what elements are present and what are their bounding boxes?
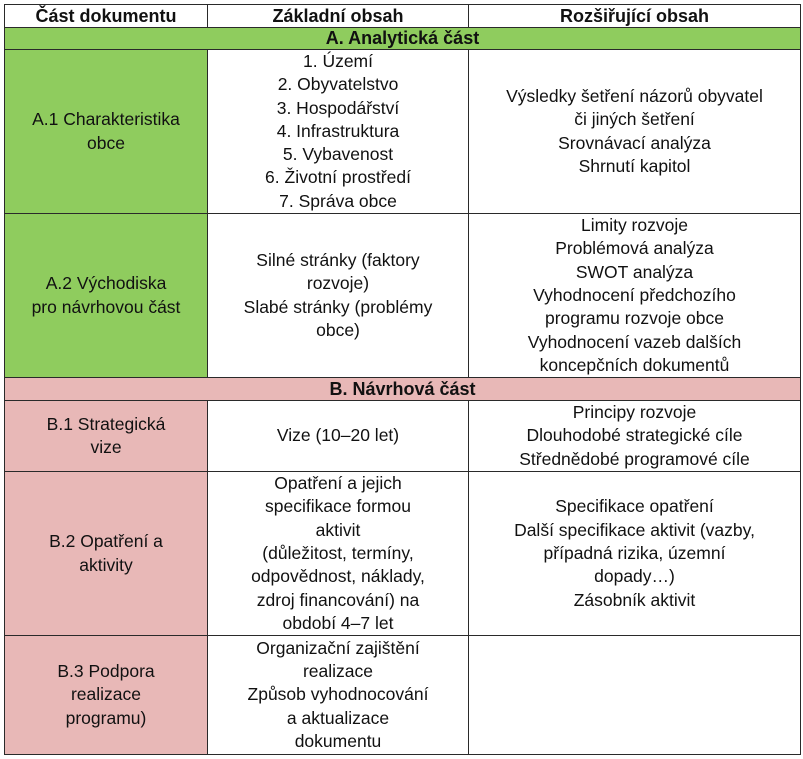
list-item: 6. Životní prostředí — [265, 167, 411, 188]
list-item: 4. Infrastruktura — [276, 120, 400, 141]
part-text: B.2 Opatření a — [49, 531, 163, 552]
table-row-b2 — [5, 472, 801, 636]
basic-text: Slabé stránky (problémy — [243, 296, 433, 317]
extended-text: Principy rozvoje — [572, 402, 697, 423]
extended-cell-b1 — [469, 401, 801, 472]
section-a-row — [5, 28, 801, 50]
basic-text: Organizační zajištění — [256, 637, 420, 658]
extended-text: Dlouhodobé strategické cíle — [526, 425, 743, 446]
part-text: programu) — [65, 707, 147, 728]
list-item: 3. Hospodářství — [276, 97, 400, 118]
extended-text: Zásobník aktivit — [573, 589, 696, 610]
basic-text: realizace — [302, 661, 374, 682]
extended-text: dopady…) — [594, 566, 675, 587]
extended-text: Shrnutí kapitol — [578, 155, 691, 176]
header-document-part: Část dokumentu — [5, 5, 208, 28]
basic-text: odpovědnost, náklady, — [251, 566, 425, 587]
list-item: 2. Obyvatelstvo — [277, 74, 399, 95]
part-text: B.1 Strategická — [46, 413, 166, 434]
list-item: 5. Vybavenost — [282, 144, 394, 165]
basic-cell-a2 — [208, 214, 469, 378]
basic-text: Opatření a jejich — [274, 473, 402, 494]
basic-text: specifikace formou — [265, 496, 411, 517]
header-basic-content: Základní obsah — [208, 5, 469, 28]
extended-text: Vyhodnocení předchozího — [533, 284, 736, 305]
basic-text: Silné stránky (faktory — [256, 250, 420, 271]
table-row-a2 — [5, 214, 801, 378]
extended-text: či jiných šetření — [574, 109, 695, 130]
header-extended-content: Rozšiřující obsah — [469, 5, 801, 28]
basic-cell-b2 — [208, 472, 469, 636]
section-b-title: B. Návrhová část — [5, 378, 801, 401]
extended-cell-b2 — [469, 472, 801, 636]
part-text: B.3 Podpora — [57, 661, 155, 682]
part-text: A.2 Východiska — [45, 273, 167, 294]
table-row-a1 — [5, 50, 801, 214]
extended-cell-b3-empty — [469, 636, 801, 755]
extended-text: Vyhodnocení vazeb dalších — [527, 331, 742, 352]
part-cell-b1 — [5, 401, 208, 472]
table-row-b1 — [5, 401, 801, 472]
basic-cell-a1 — [208, 50, 469, 214]
basic-text: rozvoje) — [306, 273, 370, 294]
basic-text: a aktualizace — [286, 707, 390, 728]
list-item: 1. Území — [302, 51, 374, 71]
basic-cell-b3 — [208, 636, 469, 755]
table-row-b3 — [5, 636, 801, 755]
part-cell-a2 — [5, 214, 208, 378]
part-text: vize — [90, 437, 122, 458]
basic-text: období 4–7 let — [282, 612, 394, 633]
basic-text: aktivit — [315, 519, 361, 540]
basic-text: Vize (10–20 let) — [276, 425, 400, 446]
basic-text: Způsob vyhodnocování — [247, 684, 429, 705]
basic-cell-b1 — [208, 401, 469, 472]
part-text: aktivity — [79, 554, 133, 575]
header-row — [5, 5, 801, 28]
part-text: pro návrhovou část — [31, 296, 181, 317]
basic-text: (důležitost, termíny, — [262, 542, 414, 563]
program-structure-table — [4, 4, 801, 755]
basic-text: zdroj financování) na — [256, 589, 420, 610]
section-b-row — [5, 378, 801, 401]
extended-text: Další specifikace aktivit (vazby, — [514, 519, 755, 540]
basic-text: obce) — [316, 319, 360, 340]
list-item: 7. Správa obce — [279, 190, 397, 211]
part-text: A.1 Charakteristika — [32, 109, 180, 130]
part-cell-b2 — [5, 472, 208, 636]
extended-text: Problémová analýza — [555, 238, 714, 259]
extended-text: programu rozvoje obce — [545, 308, 724, 329]
extended-cell-a1 — [469, 50, 801, 214]
extended-text: SWOT analýza — [575, 261, 694, 282]
basic-text: dokumentu — [294, 731, 382, 752]
extended-text: Limity rozvoje — [581, 215, 688, 236]
extended-cell-a2 — [469, 214, 801, 378]
part-text: realizace — [70, 684, 142, 705]
extended-text: Srovnávací analýza — [558, 132, 711, 153]
extended-text: Střednědobé programové cíle — [519, 448, 750, 469]
extended-text: Výsledky šetření názorů obyvatel — [506, 85, 763, 106]
extended-text: případná rizika, územní — [543, 542, 726, 563]
part-cell-a1 — [5, 50, 208, 214]
section-a-title: A. Analytická část — [5, 28, 801, 50]
part-cell-b3 — [5, 636, 208, 755]
extended-text: Specifikace opatření — [555, 496, 714, 517]
extended-text: koncepčních dokumentů — [539, 354, 730, 375]
part-text: obce — [87, 132, 125, 153]
